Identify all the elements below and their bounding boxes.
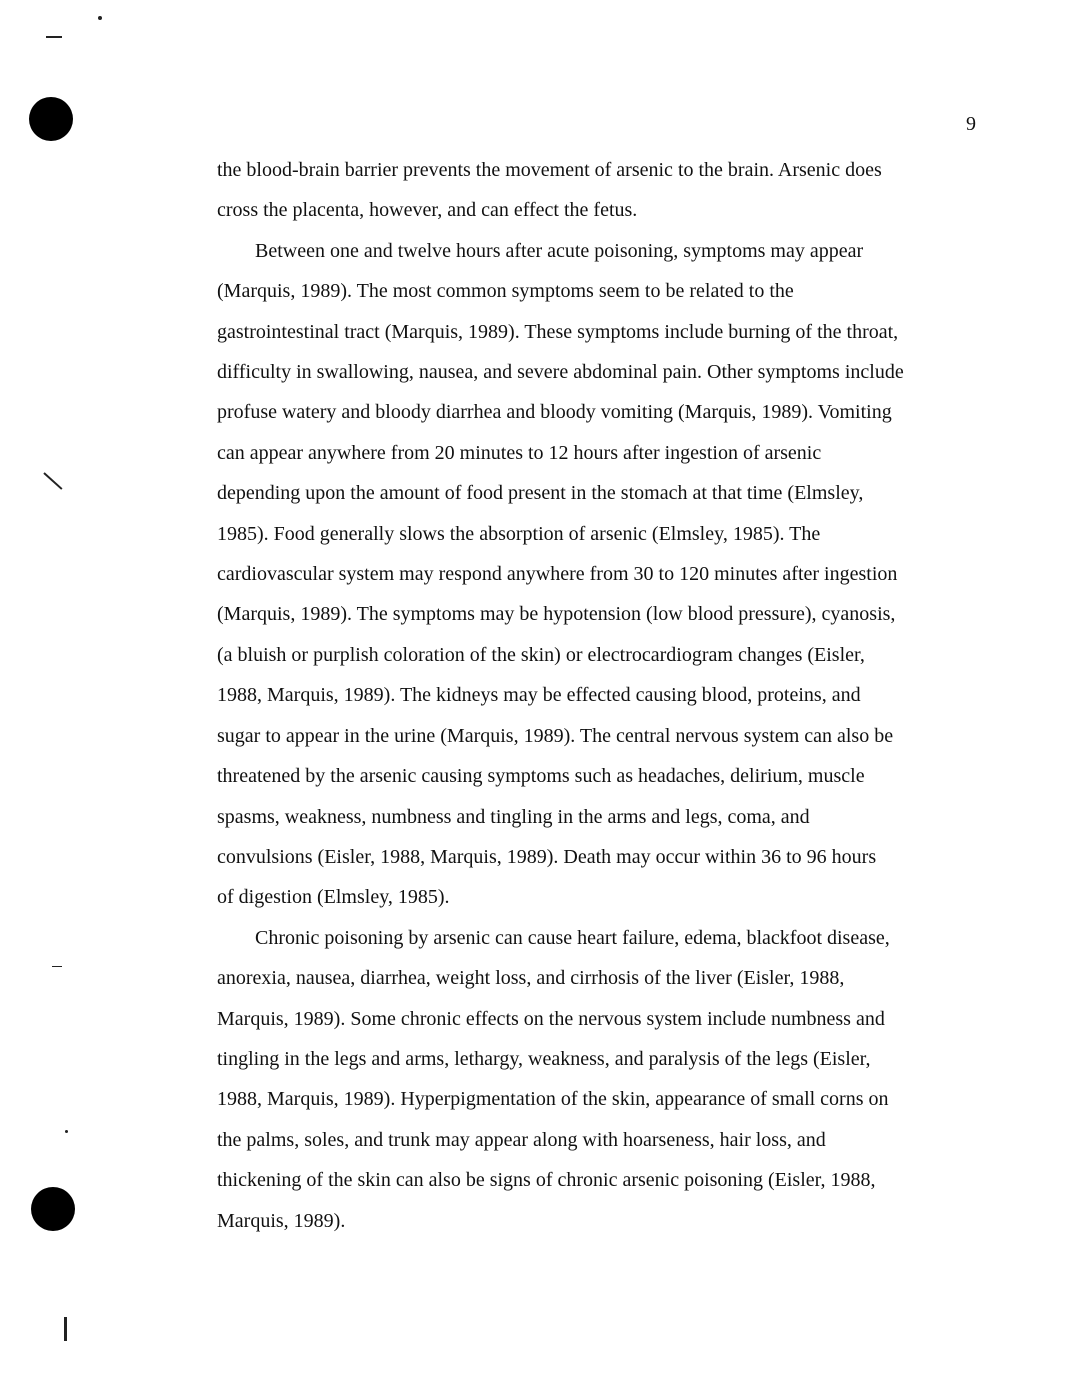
text-line: of digestion (Elmsley, 1985). [217,886,450,909]
text-line: convulsions (Eisler, 1988, Marquis, 1989). Death may occur within 36 to 96 hours [217,845,877,868]
text-line: gastrointestinal tract (Marquis, 1989). These symptoms include burning of the throat, [217,320,899,343]
margin-bar-mark [64,1317,67,1341]
margin-speck [65,1130,68,1133]
text-line: Marquis, 1989). Some chronic effects on the nervous system include numbness and [217,1007,885,1030]
page-number: 9 [966,113,976,135]
text-line: anorexia, nausea, diarrhea, weight loss, and cirrhosis of the liver (Eisler, 1988, [217,967,845,990]
margin-speck [98,16,102,20]
paragraph-start-line: Chronic poisoning by arsenic can cause heart failure, edema, blackfoot disease, [255,926,890,949]
text-line: spasms, weakness, numbness and tingling in the arms and legs, coma, and [217,805,810,828]
body-text [217,150,982,1241]
text-line: threatened by the arsenic causing symptoms such as headaches, delirium, muscle [217,765,865,788]
paragraph-start-line: Between one and twelve hours after acute poisoning, symptoms may appear [255,239,864,262]
margin-mark [52,966,62,967]
margin-mark [46,36,62,38]
punch-hole-top [29,97,73,141]
text-line: 1985). Food generally slows the absorption of arsenic (Elmsley, 1985). The [217,522,821,545]
text-line: thickening of the skin can also be signs of chronic arsenic poisoning (Eisler, 1988, [217,1169,876,1192]
text-line: Marquis, 1989). [217,1209,346,1232]
text-line: depending upon the amount of food present in the stomach at that time (Elmsley, [217,482,864,505]
text-line: 1988, Marquis, 1989). The kidneys may be effected causing blood, proteins, and [217,684,861,707]
text-line: (Marquis, 1989). The most common symptoms seem to be related to the [217,280,794,303]
text-line: 1988, Marquis, 1989). Hyperpigmentation of the skin, appearance of small corns on [217,1088,889,1111]
text-line: cross the placenta, however, and can effect the fetus. [217,199,638,222]
punch-hole-bottom [31,1187,75,1231]
text-line: difficulty in swallowing, nausea, and severe abdominal pain. Other symptoms include [217,361,904,384]
text-line: (Marquis, 1989). The symptoms may be hypotension (low blood pressure), cyanosis, [217,603,896,626]
margin-slash-mark [43,472,62,490]
text-line: (a bluish or purplish coloration of the skin) or electrocardiogram changes (Eisler, [217,643,865,666]
text-line: the palms, soles, and trunk may appear along with hoarseness, hair loss, and [217,1128,826,1151]
text-line: tingling in the legs and arms, lethargy, weakness, and paralysis of the legs (Eisler, [217,1047,871,1070]
text-line: sugar to appear in the urine (Marquis, 1989). The central nervous system can also be [217,724,894,747]
text-line: profuse watery and bloody diarrhea and bloody vomiting (Marquis, 1989). Vomiting [217,401,892,424]
text-line: cardiovascular system may respond anywhere from 30 to 120 minutes after ingestion [217,563,898,586]
text-line: the blood-brain barrier prevents the movement of arsenic to the brain. Arsenic does [217,159,882,181]
text-line: can appear anywhere from 20 minutes to 12 hours after ingestion of arsenic [217,441,822,464]
